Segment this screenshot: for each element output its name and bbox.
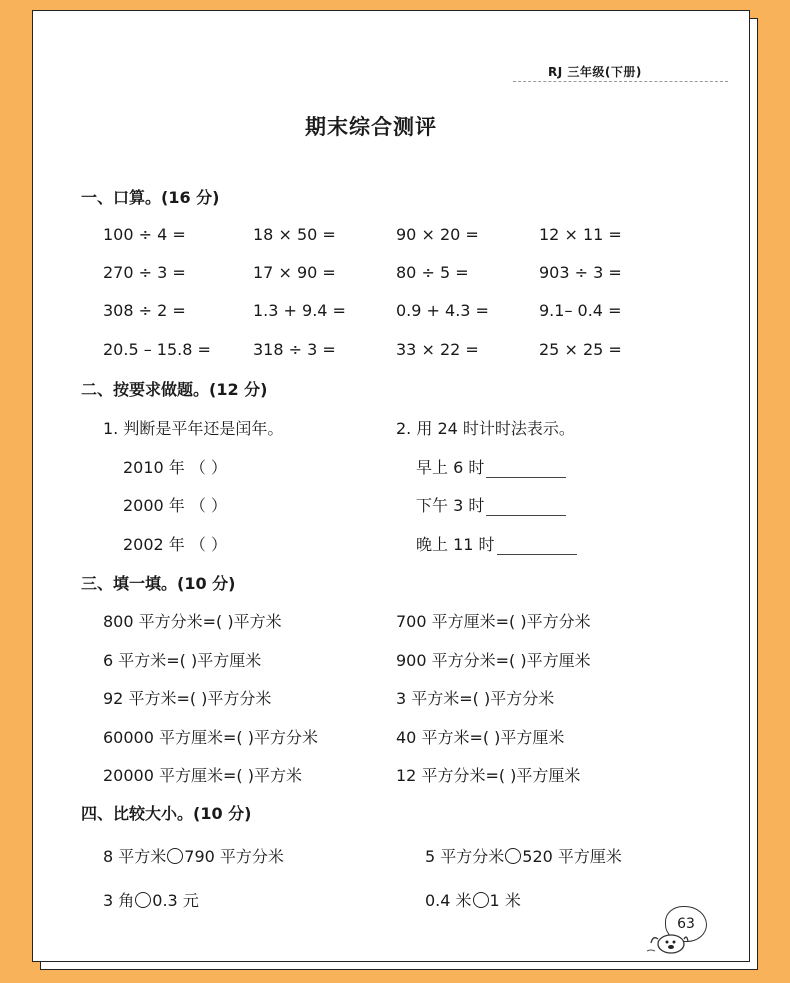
leap-year-item: 2010 年 （ ） bbox=[123, 458, 227, 477]
compare-left: 3 角 bbox=[103, 891, 135, 910]
calc-item: 1.3 + 9.4 = bbox=[253, 301, 346, 320]
leap-year-item: 2002 年 （ ） bbox=[123, 535, 227, 554]
time-item-label: 下午 3 时 bbox=[416, 496, 485, 515]
answer-blank bbox=[497, 540, 577, 555]
calc-item: 33 × 22 = bbox=[396, 340, 479, 359]
compare-right: 1 米 bbox=[489, 891, 521, 910]
time-item bbox=[416, 532, 577, 555]
time-item-label: 晚上 11 时 bbox=[416, 535, 495, 554]
answer-blank bbox=[486, 501, 566, 516]
calc-item: 318 ÷ 3 = bbox=[253, 340, 336, 359]
calc-item: 100 ÷ 4 = bbox=[103, 225, 186, 244]
leap-year-item: 2000 年 （ ） bbox=[123, 496, 227, 515]
compare-circle-icon bbox=[473, 892, 489, 908]
compare-circle-icon bbox=[135, 892, 151, 908]
compare-right: 790 平方分米 bbox=[184, 847, 284, 866]
compare-left: 5 平方分米 bbox=[425, 847, 505, 866]
time-item bbox=[416, 455, 566, 478]
calc-item: 0.9 + 4.3 = bbox=[396, 301, 489, 320]
time-item-label: 早上 6 时 bbox=[416, 458, 485, 477]
calc-item: 17 × 90 = bbox=[253, 263, 336, 282]
header-divider bbox=[513, 81, 728, 82]
compare-left: 8 平方米 bbox=[103, 847, 167, 866]
grade-tag: RJ 三年级(下册) bbox=[548, 65, 642, 79]
time-question-title: 2. 用 24 时计时法表示。 bbox=[396, 419, 575, 438]
fill-item: 92 平方米=( )平方分米 bbox=[103, 689, 272, 708]
calc-item: 18 × 50 = bbox=[253, 225, 336, 244]
fill-item: 40 平方米=( )平方厘米 bbox=[396, 728, 565, 747]
calc-item: 903 ÷ 3 = bbox=[539, 263, 622, 282]
compare-circle-icon bbox=[167, 848, 183, 864]
fill-item: 3 平方米=( )平方分米 bbox=[396, 689, 555, 708]
calc-item: 20.5 – 15.8 = bbox=[103, 340, 211, 359]
fill-item: 800 平方分米=( )平方米 bbox=[103, 612, 282, 631]
calc-item: 308 ÷ 2 = bbox=[103, 301, 186, 320]
fill-item: 700 平方厘米=( )平方分米 bbox=[396, 612, 591, 631]
worksheet-page bbox=[32, 10, 750, 962]
compare-right: 0.3 元 bbox=[152, 891, 199, 910]
compare-right: 520 平方厘米 bbox=[522, 847, 622, 866]
calc-item: 25 × 25 = bbox=[539, 340, 622, 359]
calc-item: 270 ÷ 3 = bbox=[103, 263, 186, 282]
section-4-heading: 四、比较大小。(10 分) bbox=[81, 804, 252, 823]
compare-item bbox=[425, 888, 521, 911]
section-3-heading: 三、填一填。(10 分) bbox=[81, 574, 236, 593]
page-title: 期末综合测评 bbox=[305, 115, 437, 139]
calc-item: 80 ÷ 5 = bbox=[396, 263, 469, 282]
fill-item: 900 平方分米=( )平方厘米 bbox=[396, 651, 591, 670]
dog-mascot-icon bbox=[645, 929, 689, 955]
compare-item bbox=[103, 888, 199, 911]
fill-item: 60000 平方厘米=( )平方分米 bbox=[103, 728, 318, 747]
compare-item bbox=[103, 844, 284, 867]
section-1-heading: 一、口算。(16 分) bbox=[81, 188, 220, 207]
section-2-heading: 二、按要求做题。(12 分) bbox=[81, 380, 268, 399]
leap-year-question-title: 1. 判断是平年还是闰年。 bbox=[103, 419, 284, 438]
calc-item: 9.1– 0.4 = bbox=[539, 301, 622, 320]
page-number-badge: 63 bbox=[665, 906, 707, 942]
fill-item: 6 平方米=( )平方厘米 bbox=[103, 651, 262, 670]
compare-circle-icon bbox=[505, 848, 521, 864]
time-item bbox=[416, 493, 566, 516]
compare-item bbox=[425, 844, 622, 867]
calc-item: 90 × 20 = bbox=[396, 225, 479, 244]
fill-item: 20000 平方厘米=( )平方米 bbox=[103, 766, 302, 785]
compare-left: 0.4 米 bbox=[425, 891, 472, 910]
calc-item: 12 × 11 = bbox=[539, 225, 622, 244]
fill-item: 12 平方分米=( )平方厘米 bbox=[396, 766, 581, 785]
answer-blank bbox=[486, 463, 566, 478]
